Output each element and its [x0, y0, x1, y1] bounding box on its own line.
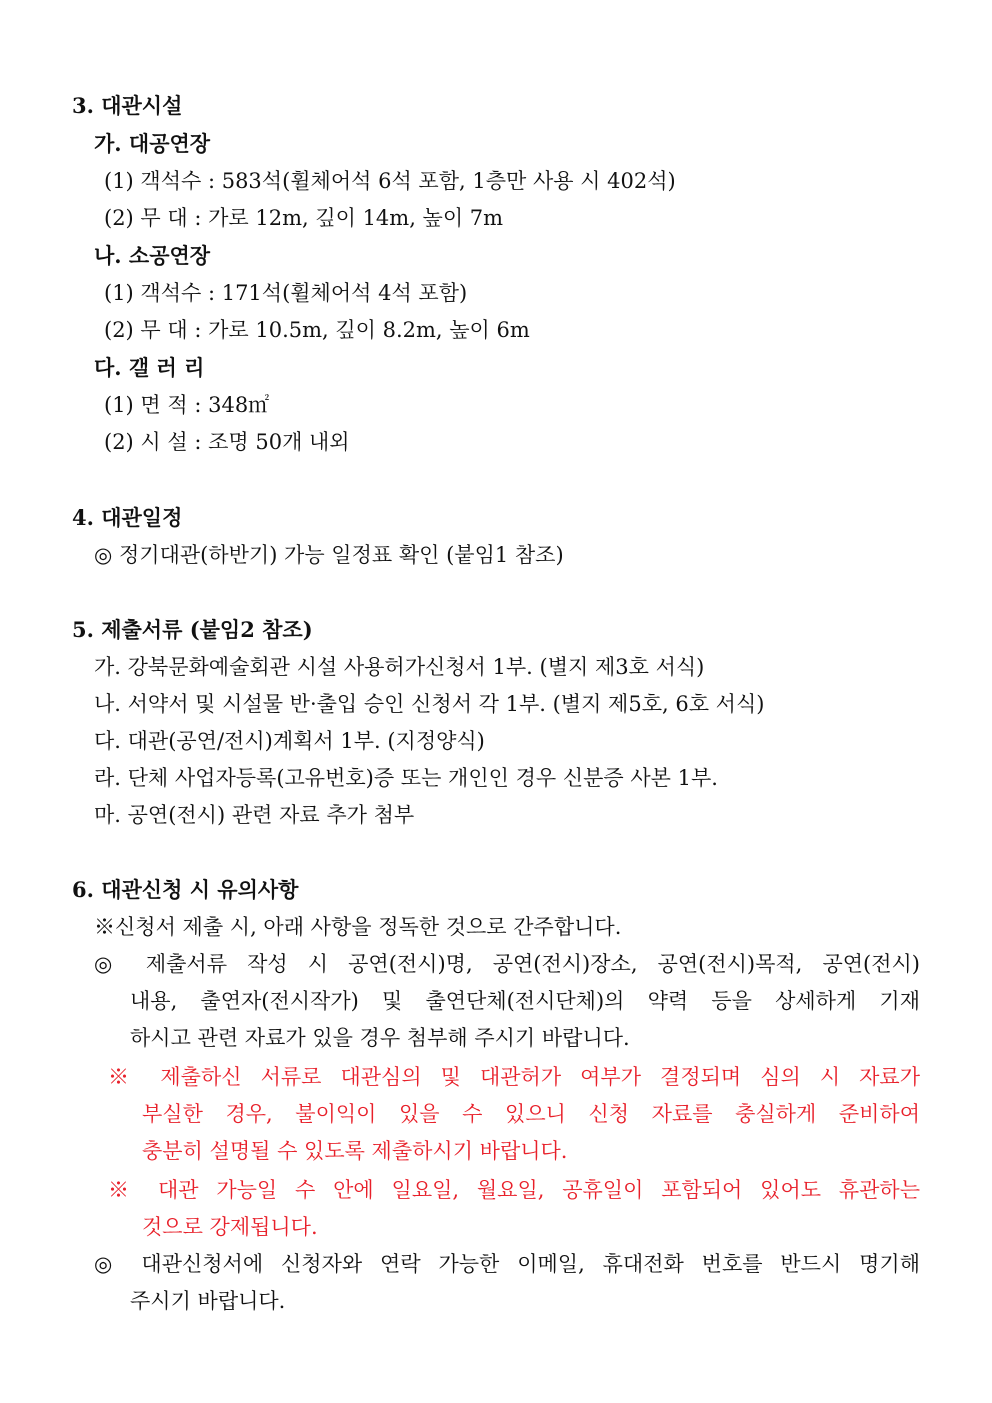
notice-item-1-line-3: 하시고 관련 자료가 있을 경우 첨부해 주시기 바랍니다. — [130, 1026, 630, 1050]
notice-item-1-line-2 — [130, 987, 920, 1015]
notice-text: 내용, 출연자(전시작가) 및 출연단체(전시단체)의 약력 등을 상세하게 기재 — [130, 989, 920, 1013]
subsection-small-hall: 나. 소공연장 — [94, 243, 211, 268]
doc-item-2: 나. 서약서 및 시설물 반·출입 승인 신청서 각 1부. (별지 제5호, 6호 서식) — [94, 692, 765, 716]
doc-item-1: 가. 강북문화예술회관 시설 사용허가신청서 1부. (별지 제3호 서식) — [94, 655, 705, 679]
doc-item-4: 라. 단체 사업자등록(고유번호)증 또는 개인인 경우 신분증 사본 1부. — [94, 766, 718, 790]
warning-text: 부실한 경우, 불이익이 있을 수 있으니 신청 자료를 충실하게 준비하여 — [142, 1102, 920, 1126]
doc-item-3: 다. 대관(공연/전시)계획서 1부. (지정양식) — [94, 729, 485, 753]
gallery-facility: (2) 시 설 : 조명 50개 내외 — [104, 430, 350, 454]
large-hall-stage: (2) 무 대 : 가로 12m, 깊이 14m, 높이 7m — [104, 206, 504, 230]
warning-1-line-3: 충분히 설명될 수 있도록 제출하시기 바랍니다. — [142, 1139, 568, 1163]
warning-text: ※ 대관 가능일 수 안에 일요일, 월요일, 공휴일이 포함되어 있어도 휴관하는 — [108, 1178, 920, 1202]
section-4-heading: 4. 대관일정 — [72, 505, 183, 530]
application-note: ※신청서 제출 시, 아래 사항을 정독한 것으로 간주합니다. — [94, 915, 622, 939]
warning-2-line-1 — [108, 1176, 920, 1204]
section-6-heading: 6. 대관신청 시 유의사항 — [72, 877, 299, 902]
notice-text: ◎ 대관신청서에 신청자와 연락 가능한 이메일, 휴대전화 번호를 반드시 명기해 — [94, 1252, 920, 1276]
small-hall-seats: (1) 객석수 : 171석(휠체어석 4석 포함) — [104, 281, 468, 305]
notice-text: ◎ 제출서류 작성 시 공연(전시)명, 공연(전시)장소, 공연(전시)목적, 공연(전시) — [94, 952, 920, 976]
notice-item-1-line-1 — [94, 950, 920, 978]
notice-item-2-line-1 — [94, 1250, 920, 1278]
warning-1-line-1 — [108, 1063, 920, 1091]
warning-1-line-2 — [142, 1100, 920, 1128]
warning-2-line-2: 것으로 강제됩니다. — [142, 1215, 318, 1239]
doc-item-5: 마. 공연(전시) 관련 자료 추가 첨부 — [94, 803, 415, 827]
notice-item-2-line-2: 주시기 바랍니다. — [130, 1289, 286, 1313]
large-hall-seats: (1) 객석수 : 583석(휠체어석 6석 포함, 1층만 사용 시 402석) — [104, 169, 676, 193]
section-5-heading: 5. 제출서류 (붙임2 참조) — [72, 617, 313, 642]
section-3-heading: 3. 대관시설 — [72, 93, 183, 118]
schedule-note: ◎ 정기대관(하반기) 가능 일정표 확인 (붙임1 참조) — [94, 543, 564, 567]
gallery-area: (1) 면 적 : 348㎡ — [104, 393, 270, 417]
subsection-gallery: 다. 갤 러 리 — [94, 355, 205, 380]
small-hall-stage: (2) 무 대 : 가로 10.5m, 깊이 8.2m, 높이 6m — [104, 318, 530, 342]
subsection-large-hall: 가. 대공연장 — [94, 131, 211, 156]
warning-text: ※ 제출하신 서류로 대관심의 및 대관허가 여부가 결정되며 심의 시 자료가 — [108, 1065, 920, 1089]
